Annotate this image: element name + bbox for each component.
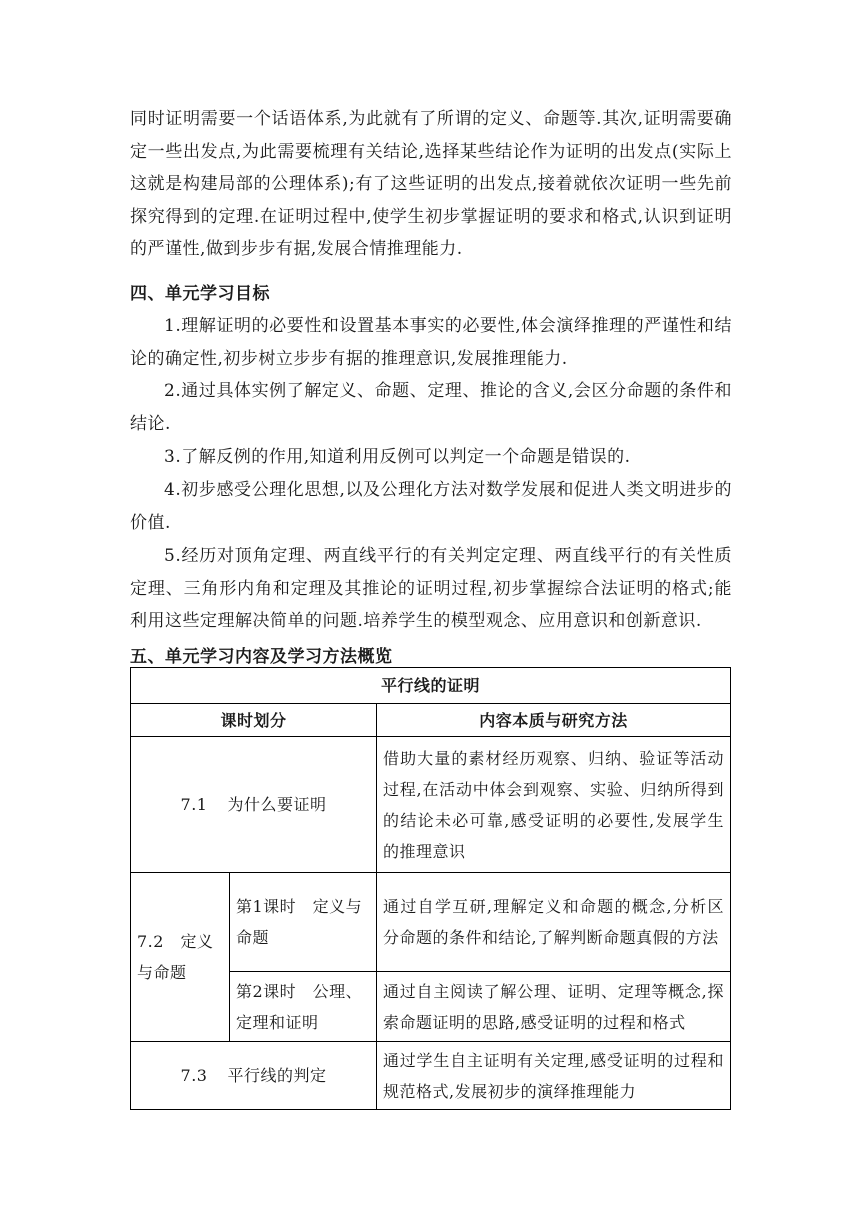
table-title: 平行线的证明 [131, 668, 731, 704]
column-header-content: 内容本质与研究方法 [377, 704, 731, 737]
overview-table [130, 667, 731, 1110]
lesson-number: 7.1 [180, 795, 208, 814]
goal-5: 5.经历对顶角定理、两直线平行的有关判定定理、两直线平行的有关性质定理、三角形内角和定理及其推论的证明过程,初步掌握综合法证明的格式;能利用这些定理解决简单的问题.培养学生的模型观念、应用意识和创新意识. [130, 546, 732, 631]
goal-1: 1.理解证明的必要性和设置基本事实的必要性,体会演绎推理的严谨性和结论的确定性,初步树立步步有据的推理意识,发展推理能力. [130, 316, 732, 369]
goal-3: 3.了解反例的作用,知道利用反例可以判定一个命题是错误的. [164, 447, 631, 467]
table-row [131, 873, 731, 972]
table-row [131, 1042, 731, 1110]
goal-4: 4.初步感受公理化思想,以及公理化方法对数学发展和促进人类文明进步的价值. [130, 480, 732, 533]
sub-lesson-cell-2: 第2课时 公理、定理和证明 [230, 972, 377, 1042]
column-header-lesson: 课时划分 [131, 704, 377, 737]
section-5-heading: 五、单元学习内容及学习方法概览 [130, 647, 393, 667]
sub-lesson-cell-1: 第1课时 定义与命题 [230, 873, 377, 972]
lesson-number: 7.3 [180, 1066, 208, 1085]
content-cell-7-3: 通过学生自主证明有关定理,感受证明的过程和规范格式,发展初步的演绎推理能力 [377, 1042, 731, 1110]
lesson-cell-7-1 [131, 737, 377, 873]
section-4-heading: 四、单元学习目标 [130, 284, 270, 304]
lesson-cell-7-2: 7.2 定义与命题 [131, 873, 230, 1042]
table-title-row [131, 668, 731, 704]
lesson-title: 为什么要证明 [227, 795, 327, 814]
content-cell-7-2-2: 通过自主阅读了解公理、证明、定理等概念,探索命题证明的思路,感受证明的过程和格式 [377, 972, 731, 1042]
content-cell-7-1: 借助大量的素材经历观察、归纳、验证等活动过程,在活动中体会到观察、实验、归纳所得到的结论未必可靠,感受证明的必要性,发展学生的推理意识 [377, 737, 731, 873]
table-header-row [131, 704, 731, 737]
content-cell-7-2-1: 通过自学互研,理解定义和命题的概念,分析区分命题的条件和结论,了解判断命题真假的方法 [377, 873, 731, 972]
lesson-title: 平行线的判定 [227, 1066, 327, 1085]
intro-paragraph: 同时证明需要一个话语体系,为此就有了所谓的定义、命题等.其次,证明需要确定一些出发点,为此需要梳理有关结论,选择某些结论作为证明的出发点(实际上这就是构建局部的公理体系);有了这些证明的出发点,接着就依次证明一些先前探究得到的定理.在证明过程中,使学生初步掌握证明的要求和格式,认识到证明的严谨性,做到步步有据,发展合情推理能力. [130, 109, 732, 259]
goal-2: 2.通过具体实例了解定义、命题、定理、推论的含义,会区分命题的条件和结论. [130, 381, 732, 434]
table-row [131, 737, 731, 873]
lesson-cell-7-3 [131, 1042, 377, 1110]
